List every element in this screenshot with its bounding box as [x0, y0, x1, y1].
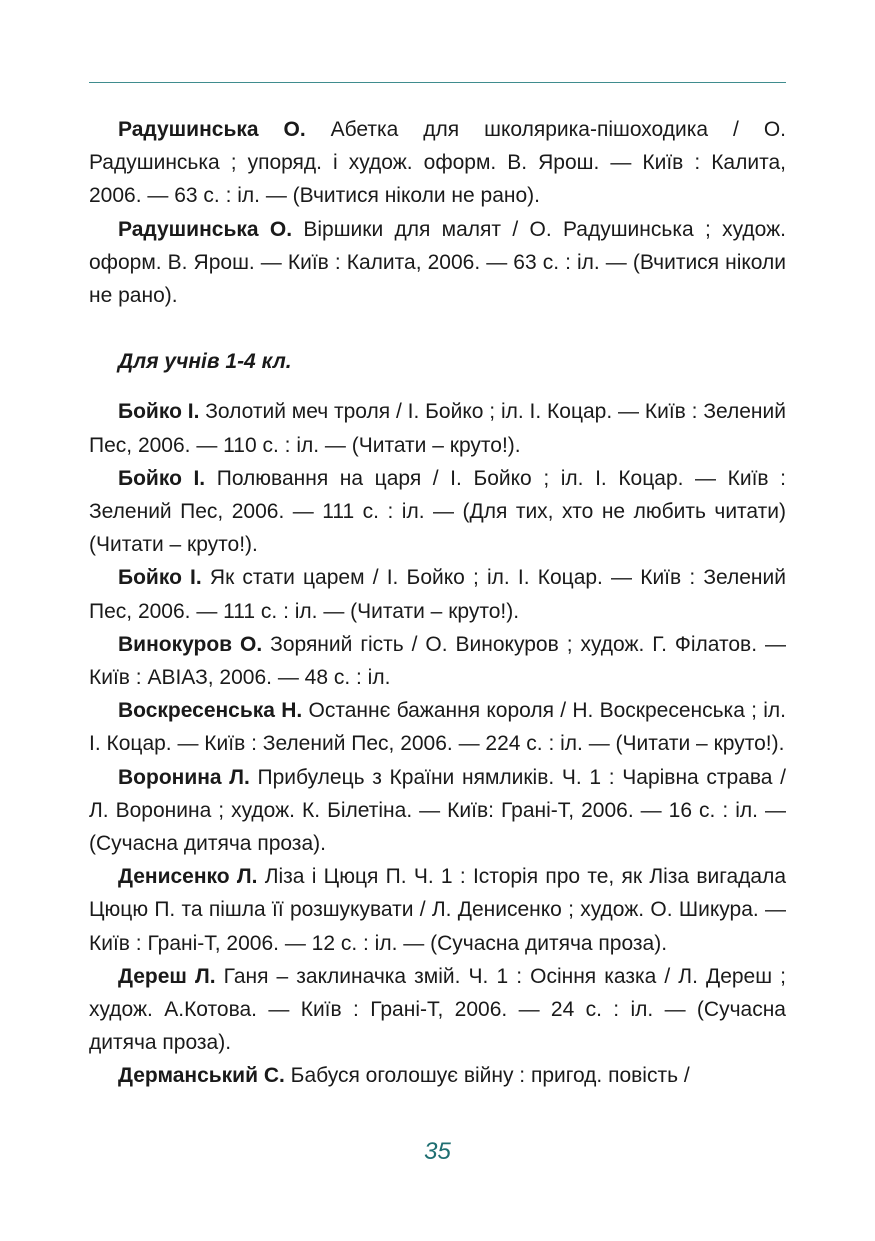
entry-text: Полювання на царя / І. Бойко ; іл. І. Коцар. — Київ : Зелений Пес, 2006. — 111 с. : іл. — (Для тих, хто не любить читати) (Читати – круто!).	[89, 466, 786, 557]
entry-text: Абетка для школярика-пішоходика / О. Радушинська ; упоряд. і худож. оформ. В. Ярош. — Київ : Калита, 2006. — 63 с. : іл. — (Вчитися ніколи не рано).	[89, 118, 786, 208]
entry-text: Ганя – заклиначка змій. Ч. 1 : Осіння казка / Л. Дереш ; худож. А.Котова. — Київ : Грані-Т, 2006. — 24 с. : іл. — (Сучасна дитяча проза).	[89, 964, 786, 1055]
entry-text: Золотий меч троля / І. Бойко ; іл. І. Коцар. — Київ : Зелений Пес, 2006. — 110 с. : іл. — (Читати – круто!).	[89, 400, 786, 457]
bibliography-entry	[89, 960, 786, 1060]
entry-text: Віршики для малят / О. Радушинська ; худож. оформ. В. Ярош. — Київ : Калита, 2006. — 63 с. : іл. — (Вчитися ніколи не рано).	[89, 217, 786, 308]
entry-author: Бойко І.	[118, 466, 206, 490]
bibliography-entry	[89, 561, 786, 627]
entry-text: Як стати царем / І. Бойко ; іл. І. Коцар. — Київ : Зелений Пес, 2006. — 111 с. : іл. — (Читати – круто!).	[89, 566, 786, 623]
entry-text: Останнє бажання короля / Н. Воскресенська ; іл. І. Коцар. — Київ : Зелений Пес, 2006. — 224 с. : іл. — (Читати – круто!).	[89, 699, 787, 756]
entry-text: Бабуся оголошує війну : пригод. повість /	[284, 1064, 690, 1088]
bibliography-entry	[89, 761, 786, 861]
entry-author: Дереш Л.	[118, 964, 216, 988]
bibliography-entry	[89, 694, 786, 760]
page-number: 35	[424, 1138, 451, 1165]
entry-text: Прибулець з Країни нямликів. Ч. 1 : Чарівна страва / Л. Воронина ; худож. К. Білетіна. — Київ: Грані-Т, 2006. — 16 с. : іл. — (Сучасна дитяча проза).	[89, 765, 786, 856]
bibliography-entry	[89, 113, 786, 213]
entry-author: Радушинська О.	[118, 217, 293, 241]
bibliography-entry	[89, 628, 786, 694]
entry-author: Дерманський С.	[118, 1064, 285, 1088]
bibliography-entry	[89, 860, 786, 960]
header-divider	[89, 82, 786, 83]
bibliography-entry	[89, 462, 786, 562]
section-heading: Для учнів 1-4 кл.	[118, 350, 292, 374]
bibliography-list	[89, 113, 786, 1093]
entry-author: Радушинська О.	[118, 118, 306, 141]
entry-author: Воронина Л.	[118, 765, 250, 789]
entry-author: Винокуров О.	[118, 632, 263, 656]
entry-author: Бойко І.	[118, 566, 202, 590]
entry-text: Ліза і Цюця П. Ч. 1 : Історія про те, як Ліза вигадала Цюцю П. та пішла її розшукувати / Л. Денисенко ; худож. О. Шикура. — Київ : Грані-Т, 2006. — 12 с. : іл. — (Сучасна дитяча проза).	[89, 865, 787, 955]
entry-author: Денисенко Л.	[118, 865, 258, 889]
bibliography-entry	[89, 213, 786, 313]
bibliography-entry	[89, 395, 786, 461]
bibliography-entry	[89, 1059, 786, 1092]
entry-author: Воскресенська Н.	[118, 699, 303, 723]
entry-text: Зоряний гість / О. Винокуров ; худож. Г. Філатов. — Київ : АВІАЗ, 2006. — 48 с. : іл.	[89, 632, 786, 690]
entry-author: Бойко І.	[118, 400, 200, 424]
